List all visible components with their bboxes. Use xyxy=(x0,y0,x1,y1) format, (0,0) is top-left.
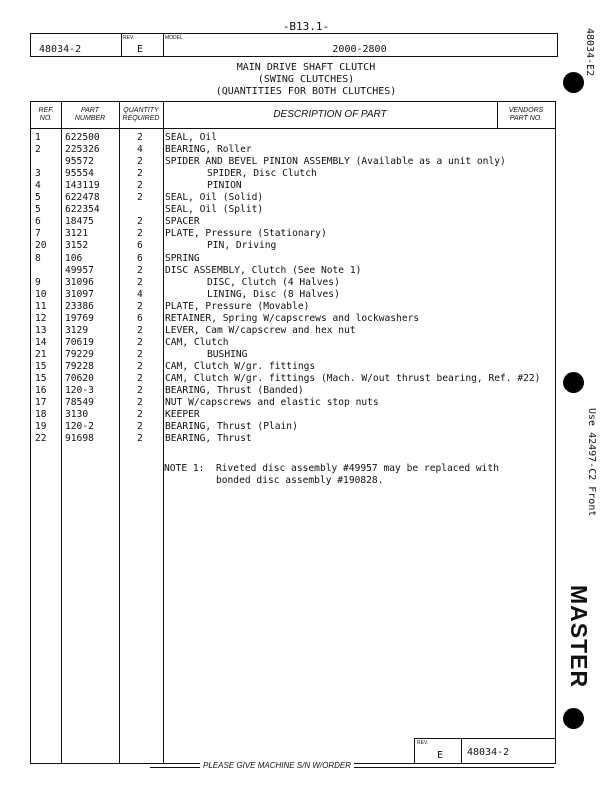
table-row xyxy=(31,361,555,373)
description-cell: SPACER xyxy=(165,216,200,228)
title-line-2: (SWING CLUTCHES) xyxy=(257,74,355,85)
quantity-cell: 4 xyxy=(137,144,143,156)
part-number-cell: 95572 xyxy=(65,156,94,168)
quantity-cell: 2 xyxy=(137,216,143,228)
table-row xyxy=(31,144,555,156)
table-row xyxy=(31,409,555,421)
table-row xyxy=(31,313,555,325)
part-number-cell: 106 xyxy=(65,252,83,264)
quantity-cell: 4 xyxy=(137,288,143,300)
ref-cell: 22 xyxy=(35,433,47,445)
ref-cell: 11 xyxy=(35,300,47,312)
description-cell: PLATE, Pressure (Stationary) xyxy=(165,228,327,240)
part-number-cell: 70620 xyxy=(65,373,94,384)
header-rev: E xyxy=(137,44,144,55)
ref-cell: 21 xyxy=(35,348,47,360)
footer-rev: E xyxy=(437,750,444,761)
description-cell: SEAL, Oil xyxy=(165,132,217,143)
margin-doc-code: 48034-E2 xyxy=(584,28,595,77)
description-cell: BEARING, Roller xyxy=(165,144,252,156)
quantity-cell: 2 xyxy=(137,264,143,276)
quantity-cell: 2 xyxy=(137,421,143,433)
quantity-cell: 2 xyxy=(137,360,143,372)
quantity-cell: 2 xyxy=(137,276,143,288)
description-cell: BUSHING xyxy=(207,348,248,360)
description-cell: CAM, Clutch W/gr. fittings xyxy=(165,360,316,372)
quantity-cell: 2 xyxy=(137,156,143,168)
ref-cell: 2 xyxy=(35,144,41,156)
description-cell: PINION xyxy=(207,180,242,192)
table-row xyxy=(31,132,555,144)
ref-cell: 5 xyxy=(35,192,41,204)
quantity-cell: 2 xyxy=(137,409,143,421)
part-number-cell: 31097 xyxy=(65,288,94,300)
col-header-vendor: VENDORS PART NO. xyxy=(508,107,544,122)
quantity-cell: 2 xyxy=(137,324,143,336)
table-row xyxy=(31,373,555,385)
quantity-cell: 6 xyxy=(137,240,143,252)
table-row xyxy=(31,240,555,252)
punch-hole-bottom xyxy=(563,708,584,729)
note-line-1: NOTE 1: Riveted disc assembly #49957 may be replaced with xyxy=(164,463,500,474)
table-row xyxy=(31,433,555,445)
description-cell: NUT W/capscrews and elastic stop nuts xyxy=(165,397,379,409)
part-number-cell: 120-2 xyxy=(65,421,94,433)
ref-cell: 17 xyxy=(35,397,47,409)
description-cell: SPIDER AND BEVEL PINION ASSEMBLY (Available as a unit only) xyxy=(165,156,506,168)
ref-cell: 18 xyxy=(35,409,47,421)
table-row xyxy=(31,349,555,361)
part-number-cell: 120-3 xyxy=(65,385,94,397)
part-number-cell: 225326 xyxy=(65,144,100,156)
ref-cell: 5 xyxy=(35,204,41,216)
ref-cell: 19 xyxy=(35,421,47,433)
ref-cell: 10 xyxy=(35,288,47,300)
ref-cell: 9 xyxy=(35,276,41,288)
part-number-cell: 23386 xyxy=(65,300,94,312)
part-number-cell: 31096 xyxy=(65,276,94,288)
quantity-cell: 2 xyxy=(137,228,143,240)
description-cell: SEAL, Oil (Solid) xyxy=(165,192,264,204)
table-row xyxy=(31,168,555,180)
table-row xyxy=(31,421,555,433)
ref-cell: 1 xyxy=(35,132,41,143)
ref-cell: 8 xyxy=(35,252,41,264)
quantity-cell: 2 xyxy=(137,132,143,143)
ref-cell: 7 xyxy=(35,228,41,240)
title-line-1: MAIN DRIVE SHAFT CLUTCH xyxy=(236,62,376,73)
description-cell: PIN, Driving xyxy=(207,240,277,252)
quantity-cell: 2 xyxy=(137,433,143,445)
part-number-cell: 622354 xyxy=(65,204,100,216)
footer-rev-box xyxy=(414,738,556,763)
quantity-cell: 2 xyxy=(137,300,143,312)
table-row xyxy=(31,216,555,228)
part-number-cell: 70619 xyxy=(65,336,94,348)
table-row xyxy=(31,253,555,265)
part-number-cell: 79229 xyxy=(65,348,94,360)
header-rev-label: REV. xyxy=(123,35,135,41)
part-number-cell: 3130 xyxy=(65,409,89,421)
part-number-cell: 3152 xyxy=(65,240,89,252)
col-header-ref: REF. NO. xyxy=(38,107,54,122)
description-cell: BEARING, Thrust (Banded) xyxy=(165,385,304,397)
description-cell: SEAL, Oil (Split) xyxy=(165,204,264,216)
table-row xyxy=(31,397,555,409)
quantity-cell: 6 xyxy=(137,312,143,324)
part-number-cell: 79228 xyxy=(65,360,94,372)
punch-hole-top xyxy=(563,72,584,93)
parts-table xyxy=(30,101,556,764)
description-cell: CAM, Clutch xyxy=(165,336,229,348)
part-number-cell: 18475 xyxy=(65,216,94,228)
header-part-cell xyxy=(31,34,122,56)
quantity-cell: 2 xyxy=(137,373,143,384)
description-cell: RETAINER, Spring W/capscrews and lockwashers xyxy=(165,312,420,324)
part-number-cell: 19769 xyxy=(65,312,94,324)
quantity-cell: 2 xyxy=(137,385,143,397)
quantity-cell: 2 xyxy=(137,168,143,180)
part-number-cell: 3121 xyxy=(65,228,89,240)
description-cell: KEEPER xyxy=(165,409,200,421)
header-part-number: 48034-2 xyxy=(39,44,82,55)
note-line-2: bonded disc assembly #190828. xyxy=(164,475,384,486)
description-cell: CAM, Clutch W/gr. fittings (Mach. W/out thrust bearing, Ref. #22) xyxy=(165,373,541,384)
ref-cell: 4 xyxy=(35,180,41,192)
description-cell: DISC, Clutch (4 Halves) xyxy=(207,276,340,288)
header-model-cell xyxy=(163,34,556,56)
description-cell: BEARING, Thrust (Plain) xyxy=(165,421,298,433)
part-number-cell: 3129 xyxy=(65,324,89,336)
quantity-cell: 2 xyxy=(137,348,143,360)
table-row xyxy=(31,325,555,337)
table-row xyxy=(31,301,555,313)
ref-cell: 14 xyxy=(35,336,47,348)
table-row xyxy=(31,192,555,204)
col-header-description: DESCRIPTION OF PART xyxy=(273,109,387,120)
footer-rev-cell xyxy=(415,739,462,763)
table-row xyxy=(31,385,555,397)
ref-cell: 15 xyxy=(35,360,47,372)
part-number-cell: 143119 xyxy=(65,180,100,192)
description-cell: SPIDER, Disc Clutch xyxy=(207,168,317,180)
table-row xyxy=(31,180,555,192)
col-header-qty: QUANTITY REQUIRED xyxy=(122,107,160,122)
description-cell: BEARING, Thrust xyxy=(165,433,252,445)
header-divider xyxy=(31,128,555,129)
part-number-cell: 622500 xyxy=(65,132,100,143)
quantity-cell: 6 xyxy=(137,252,143,264)
quantity-cell: 2 xyxy=(137,336,143,348)
ref-cell: 16 xyxy=(35,385,47,397)
title-line-3: (QUANTITIES FOR BOTH CLUTCHES) xyxy=(215,86,397,97)
part-number-cell: 91698 xyxy=(65,433,94,445)
table-row xyxy=(31,228,555,240)
part-number-cell: 78549 xyxy=(65,397,94,409)
header-model-label: MODEL xyxy=(165,35,183,41)
master-stamp: MASTER xyxy=(566,585,592,689)
ref-cell: 15 xyxy=(35,373,47,384)
description-cell: PLATE, Pressure (Movable) xyxy=(165,300,310,312)
part-number-cell: 95554 xyxy=(65,168,94,180)
header-model: 2000-2800 xyxy=(332,44,387,55)
col-header-part: PART NUMBER xyxy=(74,107,106,122)
part-number-cell: 622478 xyxy=(65,192,100,204)
description-cell: LINING, Disc (8 Halves) xyxy=(207,288,340,300)
table-row xyxy=(31,265,555,277)
quantity-cell: 2 xyxy=(137,397,143,409)
header-rev-cell xyxy=(121,34,164,56)
ref-cell: 13 xyxy=(35,324,47,336)
part-number-cell: 49957 xyxy=(65,264,94,276)
quantity-cell: 2 xyxy=(137,192,143,204)
ref-cell: 3 xyxy=(35,168,41,180)
ref-cell: 20 xyxy=(35,240,47,252)
table-row xyxy=(31,337,555,349)
footer-part-number: 48034-2 xyxy=(467,747,510,758)
ref-cell: 6 xyxy=(35,216,41,228)
table-row xyxy=(31,277,555,289)
punch-hole-middle xyxy=(563,372,584,393)
table-row xyxy=(31,289,555,301)
margin-use-note: Use 42497-C2 Front xyxy=(586,408,597,517)
page-number: -B13.1- xyxy=(282,20,330,33)
header-table xyxy=(30,33,558,57)
description-cell: LEVER, Cam W/capscrew and hex nut xyxy=(165,324,356,336)
table-row xyxy=(31,156,555,168)
description-cell: DISC ASSEMBLY, Clutch (See Note 1) xyxy=(165,264,362,276)
footer-rev-label: REV. xyxy=(417,740,429,746)
footer-instruction: PLEASE GIVE MACHINE S/N W/ORDER xyxy=(200,761,354,770)
ref-cell: 12 xyxy=(35,312,47,324)
quantity-cell: 2 xyxy=(137,180,143,192)
description-cell: SPRING xyxy=(165,252,200,264)
table-row xyxy=(31,204,555,216)
